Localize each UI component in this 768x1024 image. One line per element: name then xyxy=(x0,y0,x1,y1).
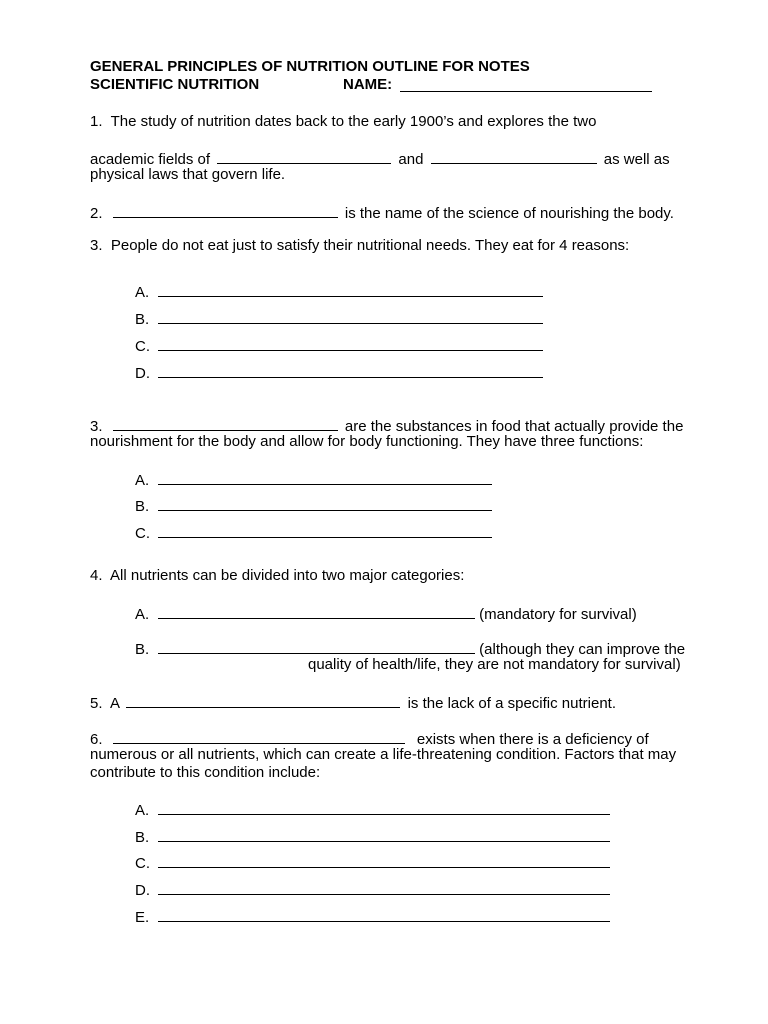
answer-blank[interactable] xyxy=(158,879,610,895)
item-letter: C. xyxy=(135,525,150,542)
q3a-item xyxy=(135,362,543,383)
q4-number: 4. xyxy=(90,567,103,584)
q4-a-note: (mandatory for survival) xyxy=(479,606,637,623)
name-blank[interactable] xyxy=(400,76,652,92)
q4-text: All nutrients can be divided into two major categories: xyxy=(110,567,465,584)
worksheet-subtitle: SCIENTIFIC NUTRITION xyxy=(90,76,260,93)
q3a-item xyxy=(135,281,543,302)
q4-item-a xyxy=(135,603,637,624)
q4-b-note1: (although they can improve the xyxy=(479,641,686,658)
answer-blank[interactable] xyxy=(158,638,475,654)
q3b-item xyxy=(135,495,492,516)
item-letter: D. xyxy=(135,882,150,899)
q6-item xyxy=(135,906,610,927)
item-letter: C. xyxy=(135,338,150,355)
q1-number: 1. xyxy=(90,113,103,130)
q1-line3: physical laws that govern life. xyxy=(90,166,286,183)
q1-blank-1[interactable] xyxy=(217,148,391,164)
q6-line3: contribute to this condition include: xyxy=(90,764,321,781)
q4-line xyxy=(90,567,464,585)
worksheet-title: GENERAL PRINCIPLES OF NUTRITION OUTLINE FOR NOTES xyxy=(90,58,530,75)
q2-text: is the name of the science of nourishing the body. xyxy=(344,205,674,222)
answer-blank[interactable] xyxy=(158,308,543,324)
answer-blank[interactable] xyxy=(158,495,492,511)
q5-prefix: A xyxy=(110,695,120,712)
item-letter: B. xyxy=(135,311,150,328)
item-letter: E. xyxy=(135,909,150,926)
answer-blank[interactable] xyxy=(158,335,543,351)
q5-blank[interactable] xyxy=(126,692,400,708)
q3a-line xyxy=(90,237,629,255)
q2-blank[interactable] xyxy=(113,202,338,218)
q5-line xyxy=(90,692,616,713)
q2-number: 2. xyxy=(90,205,103,222)
q4-b-note2: quality of health/life, they are not mandatory for survival) xyxy=(308,656,681,673)
q2-line xyxy=(90,202,674,223)
q6-item xyxy=(135,879,610,900)
q5-text: is the lack of a specific nutrient. xyxy=(407,695,616,712)
q6-number: 6. xyxy=(90,731,103,748)
q1-line1 xyxy=(90,113,596,131)
q1-blank-2[interactable] xyxy=(431,148,597,164)
q6-item xyxy=(135,826,610,847)
item-letter: C. xyxy=(135,855,150,872)
answer-blank[interactable] xyxy=(158,799,610,815)
q3a-item xyxy=(135,335,543,356)
q1-and: and xyxy=(398,151,424,168)
answer-blank[interactable] xyxy=(158,522,492,538)
item-letter: A. xyxy=(135,802,150,819)
answer-blank[interactable] xyxy=(158,469,492,485)
q6-blank[interactable] xyxy=(113,728,405,744)
item-letter: A. xyxy=(135,606,150,623)
q3a-number: 3. xyxy=(90,237,103,254)
q1-prefix: academic fields of xyxy=(90,151,211,168)
q3a-item xyxy=(135,308,543,329)
q3b-item xyxy=(135,469,492,490)
q3b-line2: nourishment for the body and allow for body functioning. They have three functions: xyxy=(90,433,644,450)
answer-blank[interactable] xyxy=(158,362,543,378)
answer-blank[interactable] xyxy=(158,281,543,297)
item-letter: D. xyxy=(135,365,150,382)
answer-blank[interactable] xyxy=(158,603,475,619)
q3a-text: People do not eat just to satisfy their nutritional needs. They eat for 4 reasons: xyxy=(110,237,630,254)
q3b-blank[interactable] xyxy=(113,415,338,431)
q6-item xyxy=(135,799,610,820)
name-label: NAME: xyxy=(343,76,393,93)
q6-text1: exists when there is a deficiency of xyxy=(416,731,649,748)
item-letter: B. xyxy=(135,829,150,846)
q3b-text1: are the substances in food that actually provide the xyxy=(344,418,684,435)
q1-suffix: as well as xyxy=(603,151,670,168)
answer-blank[interactable] xyxy=(158,906,610,922)
answer-blank[interactable] xyxy=(158,826,610,842)
item-letter: A. xyxy=(135,284,150,301)
item-letter: B. xyxy=(135,641,150,658)
answer-blank[interactable] xyxy=(158,852,610,868)
q6-item xyxy=(135,852,610,873)
q6-line2: numerous or all nutrients, which can create a life-threatening condition. Factors that may xyxy=(90,746,677,763)
q1-text: The study of nutrition dates back to the early 1900’s and explores the two xyxy=(110,113,597,130)
q3b-item xyxy=(135,522,492,543)
item-letter: B. xyxy=(135,498,150,515)
q3b-number: 3. xyxy=(90,418,103,435)
q5-number: 5. xyxy=(90,695,103,712)
item-letter: A. xyxy=(135,472,150,489)
